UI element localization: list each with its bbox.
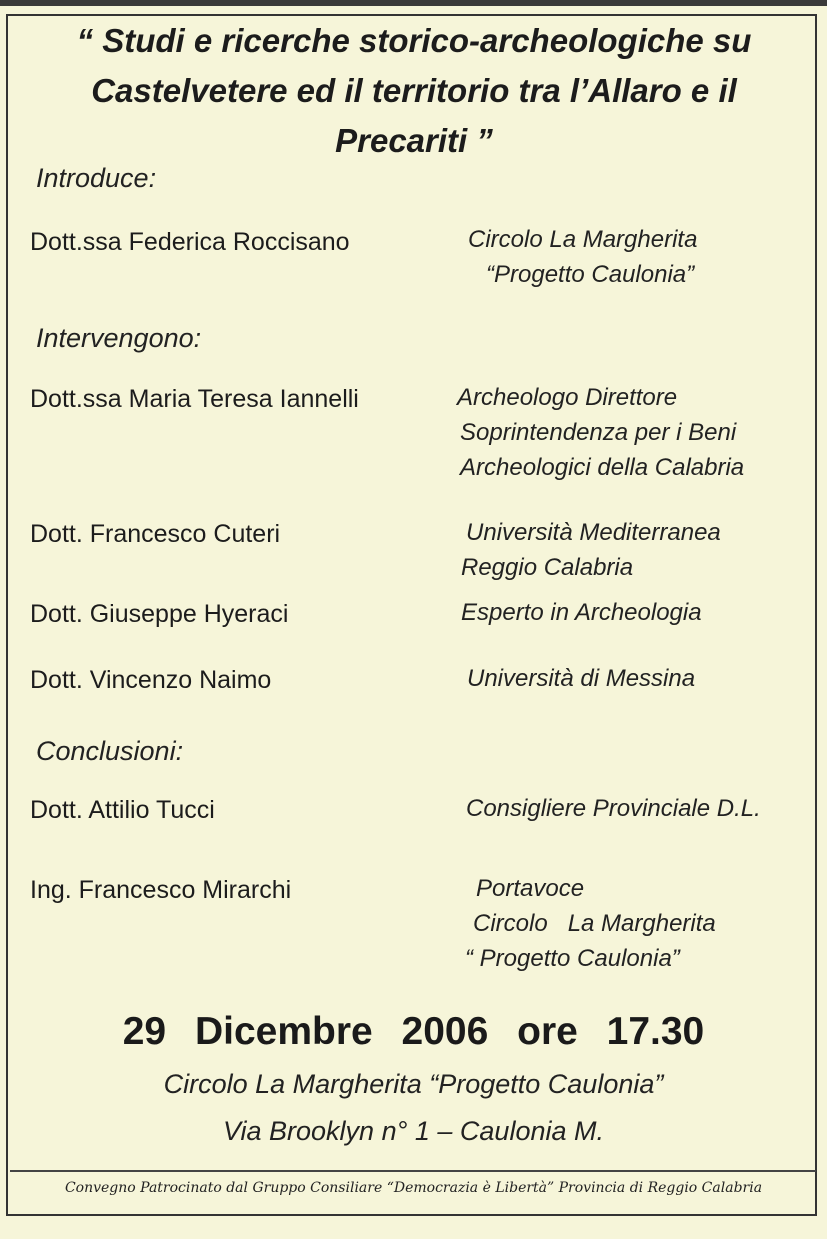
title-line-2: Castelvetere ed il territorio tra l’Allaro e il bbox=[91, 72, 737, 109]
speaker-role-mirarchi bbox=[465, 871, 716, 976]
role-line: Esperto in Archeologia bbox=[461, 599, 702, 626]
role-line: Reggio Calabria bbox=[461, 554, 634, 581]
speaker-role-hyeraci bbox=[461, 595, 702, 630]
speaker-role-naimo bbox=[467, 661, 695, 696]
speaker-name-cuteri: Dott. Francesco Cuteri bbox=[30, 520, 281, 548]
patronage-note: Convegno Patrocinato dal Gruppo Consiliare “Democrazia è Libertà” Provincia di Reggio Calabria bbox=[64, 1180, 763, 1196]
event-venue: Circolo La Margherita “Progetto Caulonia” bbox=[163, 1069, 664, 1099]
speaker-name-naimo: Dott. Vincenzo Naimo bbox=[30, 666, 272, 694]
event-title bbox=[14, 16, 814, 166]
speaker-role-roccisano bbox=[468, 222, 697, 292]
speaker-name-roccisano: Dott.ssa Federica Roccisano bbox=[30, 228, 350, 256]
speaker-name-mirarchi: Ing. Francesco Mirarchi bbox=[30, 876, 292, 904]
speaker-role-iannelli bbox=[457, 380, 744, 485]
section-intervengono: Intervengono: bbox=[36, 323, 202, 353]
role-line: Soprintendenza per i Beni bbox=[460, 419, 737, 446]
section-introduce: Introduce: bbox=[36, 163, 157, 193]
speaker-name-hyeraci: Dott. Giuseppe Hyeraci bbox=[30, 600, 289, 628]
role-line: Archeologo Direttore bbox=[457, 384, 678, 411]
footer-divider bbox=[10, 1170, 816, 1172]
top-border-band bbox=[0, 0, 827, 6]
role-line: Circolo La Margherita bbox=[473, 910, 716, 937]
section-conclusioni: Conclusioni: bbox=[36, 736, 184, 766]
role-line: Circolo La Margherita bbox=[468, 226, 698, 253]
title-line-1: “ Studi e ricerche storico-archeologiche su bbox=[76, 22, 752, 59]
role-line: Archeologici della Calabria bbox=[460, 454, 745, 481]
role-line: Portavoce bbox=[476, 875, 585, 902]
role-line: “ Progetto Caulonia” bbox=[465, 945, 680, 972]
role-line: “Progetto Caulonia” bbox=[486, 261, 695, 288]
title-line-3: Precariti ” bbox=[335, 122, 493, 159]
event-address: Via Brooklyn n° 1 – Caulonia M. bbox=[222, 1116, 604, 1146]
speaker-name-iannelli: Dott.ssa Maria Teresa Iannelli bbox=[30, 385, 359, 413]
speaker-name-tucci: Dott. Attilio Tucci bbox=[30, 796, 215, 824]
role-line: Università Mediterranea bbox=[466, 519, 721, 546]
role-line: Consigliere Provinciale D.L. bbox=[466, 795, 761, 822]
role-line: Università di Messina bbox=[467, 665, 696, 692]
speaker-role-cuteri bbox=[461, 515, 721, 585]
event-date-time: 29 Dicembre 2006 ore 17.30 bbox=[122, 1010, 705, 1053]
speaker-role-tucci bbox=[466, 791, 761, 826]
